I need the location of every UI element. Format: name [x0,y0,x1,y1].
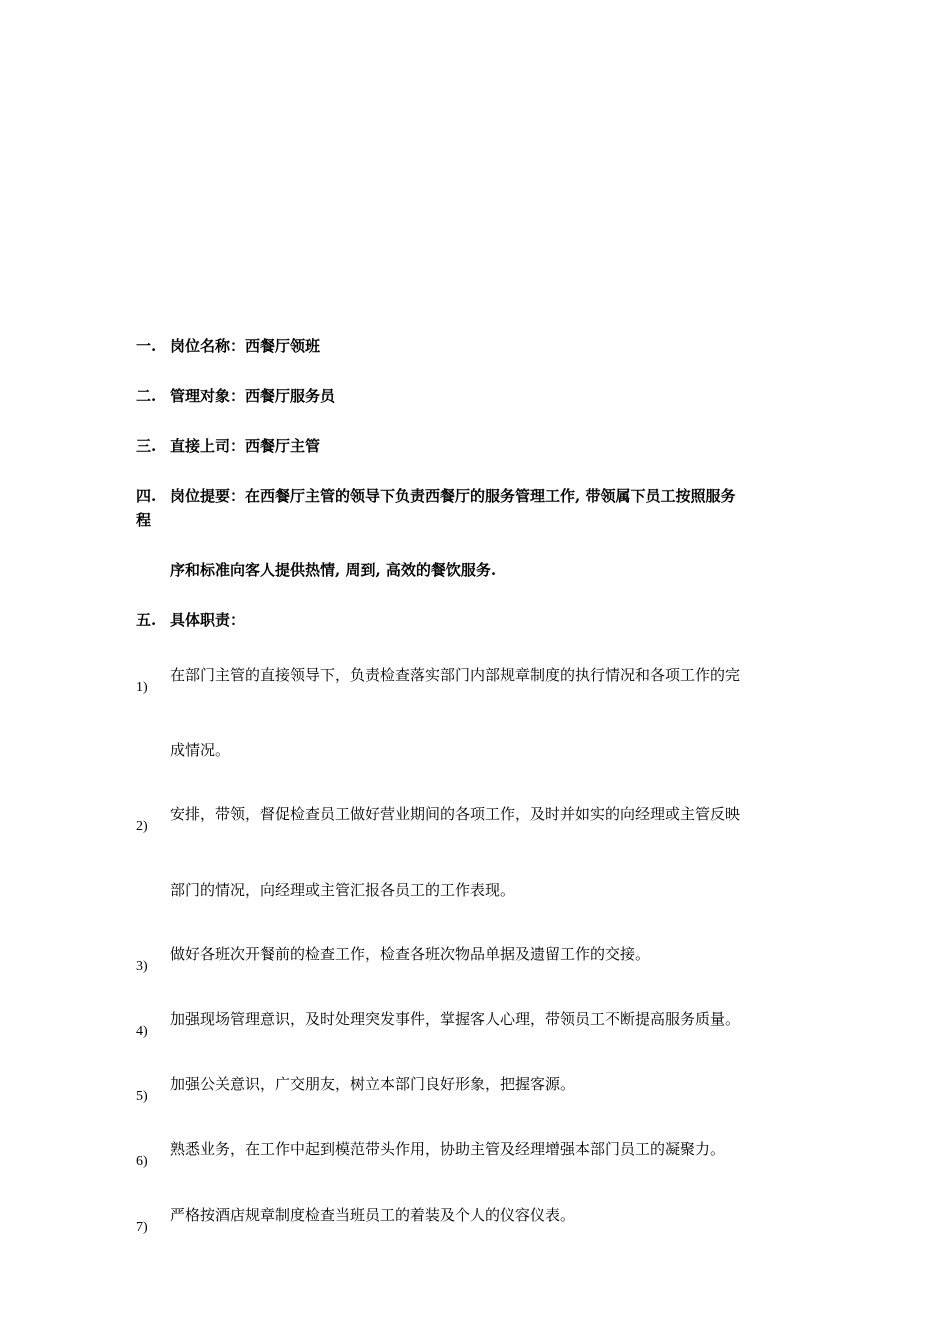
section-text: 直接上司：西餐厅主管 [170,437,321,455]
duty-number: 1) [136,680,148,695]
section-summary-continuation [170,558,496,582]
section-summary-wrap [136,508,151,532]
duty-text-line2: 成情况。 [170,741,231,759]
section-management-target [136,384,335,408]
duty-text-line2: 部门的情况，向经理或主管汇报各员工的工作表现。 [170,881,516,899]
section-position-summary [136,484,735,508]
duty-number: 4) [136,1024,148,1039]
duty-text-line1: 做好各班次开餐前的检查工作，检查各班次物品单据及遗留工作的交接。 [170,945,651,963]
duty-number: 5) [136,1089,148,1104]
section-direct-supervisor [136,434,320,458]
section-specific-duties [136,608,245,632]
duty-text-line1: 加强现场管理意识，及时处理突发事件，掌握客人心理，带领员工不断提高服务质量。 [170,1010,741,1028]
section-text-wrap: 程 [136,511,152,529]
section-number: 一. [136,337,157,355]
section-text-continuation: 序和标准向客人提供热情, 周到, 高效的餐饮服务. [170,561,497,579]
section-text: 岗位名称：西餐厅领班 [170,337,321,355]
duty-text-line1: 严格按酒店规章制度检查当班员工的着装及个人的仪容仪表。 [170,1206,576,1224]
duty-number: 6) [136,1154,148,1169]
duty-text-line1: 在部门主管的直接领导下，负责检查落实部门内部规章制度的执行情况和各项工作的完 [170,666,741,684]
duty-text-line1: 加强公关意识，广交朋友，树立本部门良好形象，把握客源。 [170,1075,576,1093]
section-text: 岗位提要：在西餐厅主管的领导下负责西餐厅的服务管理工作, 带领属下员工按照服务 [170,487,736,505]
section-position-name [136,334,320,358]
section-text: 具体职责： [170,611,246,629]
duty-text-line1: 熟悉业务，在工作中起到模范带头作用，协助主管及经理增强本部门员工的凝聚力。 [170,1140,726,1158]
section-number: 三. [136,437,157,455]
duty-number: 2) [136,819,148,834]
section-number: 二. [136,387,157,405]
section-text: 管理对象：西餐厅服务员 [170,387,336,405]
duty-number: 7) [136,1220,148,1235]
section-number: 四. [136,487,157,505]
section-number: 五. [136,611,157,629]
duty-number: 3) [136,959,148,974]
duty-text-line1: 安排，带领，督促检查员工做好营业期间的各项工作，及时并如实的向经理或主管反映 [170,805,741,823]
